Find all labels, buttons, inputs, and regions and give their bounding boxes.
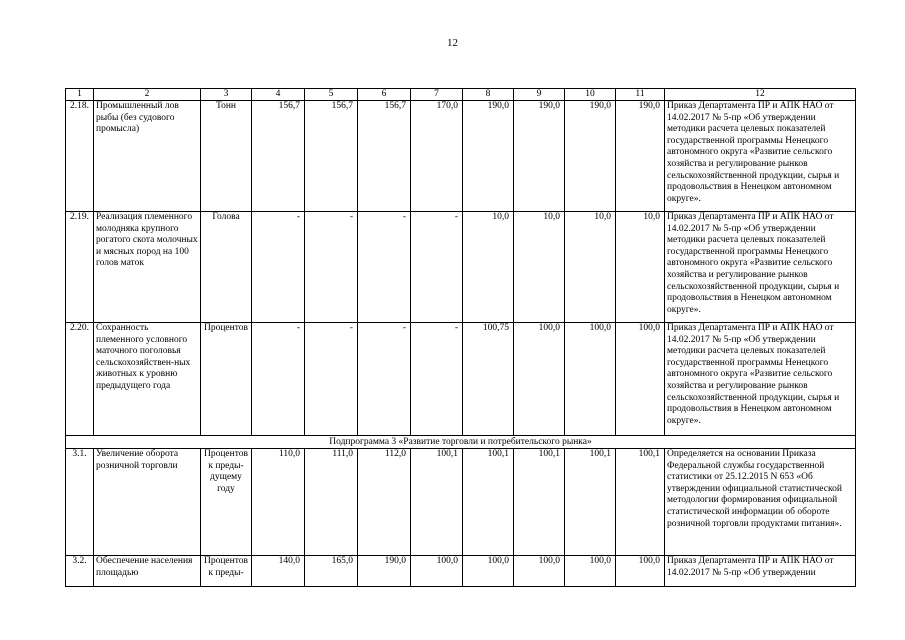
- value-cell: -: [358, 323, 411, 436]
- unit-cell: Голова: [201, 212, 252, 323]
- table-row: [66, 323, 856, 436]
- value-cell: 100,75: [463, 323, 514, 436]
- header-cell: 11: [616, 89, 665, 101]
- value-cell: 170,0: [411, 101, 463, 212]
- indicator-name: Промышленный лов рыбы (без судового промысла): [94, 101, 201, 212]
- source-cell: Приказ Департамента ПР и АПК НАО от 14.02.2017 № 5-пр «Об утверждении методики расчета целевых показателей государственной программы Ненецкого автономного округа «Развитие сельского хозяйства и регулирование рынков сельскохозяйственной продукции, сырья и продовольствия в Ненецком автономном округе».: [665, 212, 856, 323]
- page-number: 12: [447, 37, 458, 49]
- value-cell: 100,1: [411, 449, 463, 556]
- value-cell: 190,0: [463, 101, 514, 212]
- table-row: [66, 101, 856, 212]
- value-cell: 10,0: [565, 212, 616, 323]
- value-cell: 156,7: [305, 101, 358, 212]
- value-cell: 111,0: [305, 449, 358, 556]
- row-number: 2.20.: [66, 323, 94, 436]
- unit-cell: Процентов к преды-: [201, 556, 252, 587]
- unit-cell: Процентов: [201, 323, 252, 436]
- section-title: Подпрограмма 3 «Развитие торговли и потребительского рынка»: [66, 436, 856, 449]
- value-cell: 100,0: [411, 556, 463, 587]
- unit-cell: Тонн: [201, 101, 252, 212]
- indicator-name: Обеспечение населения площадью: [94, 556, 201, 587]
- value-cell: -: [252, 212, 305, 323]
- value-cell: 190,0: [514, 101, 565, 212]
- header-cell: 8: [463, 89, 514, 101]
- value-cell: 190,0: [358, 556, 411, 587]
- header-cell: 3: [201, 89, 252, 101]
- value-cell: 100,1: [514, 449, 565, 556]
- value-cell: 100,1: [565, 449, 616, 556]
- row-number: 2.19.: [66, 212, 94, 323]
- value-cell: 100,0: [514, 323, 565, 436]
- value-cell: 100,0: [514, 556, 565, 587]
- value-cell: 10,0: [616, 212, 665, 323]
- header-cell: 5: [305, 89, 358, 101]
- source-cell: Приказ Департамента ПР и АПК НАО от 14.02.2017 № 5-пр «Об утверждении методики расчета целевых показателей государственной программы Ненецкого автономного округа «Развитие сельского хозяйства и регулирование рынков сельскохозяйственной продукции, сырья и продовольствия в Ненецком автономном округе».: [665, 323, 856, 436]
- value-cell: -: [358, 212, 411, 323]
- header-cell: 1: [66, 89, 94, 101]
- value-cell: 190,0: [565, 101, 616, 212]
- table-row: [66, 556, 856, 587]
- section-row: [66, 436, 856, 449]
- row-number: 3.1.: [66, 449, 94, 556]
- indicator-name: Увеличение оборота розничной торговли: [94, 449, 201, 556]
- row-number: 3.2.: [66, 556, 94, 587]
- value-cell: 100,0: [565, 323, 616, 436]
- value-cell: 100,1: [616, 449, 665, 556]
- row-number: 2.18.: [66, 101, 94, 212]
- value-cell: -: [411, 212, 463, 323]
- value-cell: 100,0: [463, 556, 514, 587]
- value-cell: -: [305, 323, 358, 436]
- value-cell: 112,0: [358, 449, 411, 556]
- indicators-table: [65, 88, 856, 587]
- value-cell: 100,0: [616, 323, 665, 436]
- source-cell: Приказ Департамента ПР и АПК НАО от 14.02.2017 № 5-пр «Об утверждении методики расчета целевых показателей государственной программы Ненецкого автономного округа «Развитие сельского хозяйства и регулирование рынков сельскохозяйственной продукции, сырья и продовольствия в Ненецком автономном округе».: [665, 101, 856, 212]
- header-cell: 12: [665, 89, 856, 101]
- table-row: [66, 449, 856, 556]
- value-cell: 190,0: [616, 101, 665, 212]
- unit-cell: Процентов к преды-дущему году: [201, 449, 252, 556]
- header-cell: 4: [252, 89, 305, 101]
- indicator-name: Сохранность племенного условного маточного поголовья сельскохозяйствен-ных животных к уровню предыдущего года: [94, 323, 201, 436]
- header-cell: 10: [565, 89, 616, 101]
- value-cell: -: [252, 323, 305, 436]
- value-cell: 10,0: [463, 212, 514, 323]
- value-cell: 110,0: [252, 449, 305, 556]
- value-cell: 100,0: [616, 556, 665, 587]
- value-cell: 100,0: [565, 556, 616, 587]
- indicator-name: Реализация племенного молодняка крупного рогатого скота молочных и мясных пород на 100 голов маток: [94, 212, 201, 323]
- header-cell: 9: [514, 89, 565, 101]
- value-cell: 100,1: [463, 449, 514, 556]
- header-cell: 7: [411, 89, 463, 101]
- value-cell: 156,7: [252, 101, 305, 212]
- table-row: [66, 212, 856, 323]
- header-cell: 2: [94, 89, 201, 101]
- value-cell: 156,7: [358, 101, 411, 212]
- header-cell: 6: [358, 89, 411, 101]
- source-cell: Приказ Департамента ПР и АПК НАО от 14.02.2017 № 5-пр «Об утверждении: [665, 556, 856, 587]
- value-cell: 10,0: [514, 212, 565, 323]
- value-cell: -: [305, 212, 358, 323]
- value-cell: 165,0: [305, 556, 358, 587]
- table-header-row: [66, 89, 856, 101]
- value-cell: -: [411, 323, 463, 436]
- value-cell: 140,0: [252, 556, 305, 587]
- source-cell: Определяется на основании Приказа Федеральной службы государственной статистики от 25.12.2015 N 653 «Об утверждении официальной статистической методологии формирования официальной статистической информации об обороте розничной торговли продуктами питания».: [665, 449, 856, 556]
